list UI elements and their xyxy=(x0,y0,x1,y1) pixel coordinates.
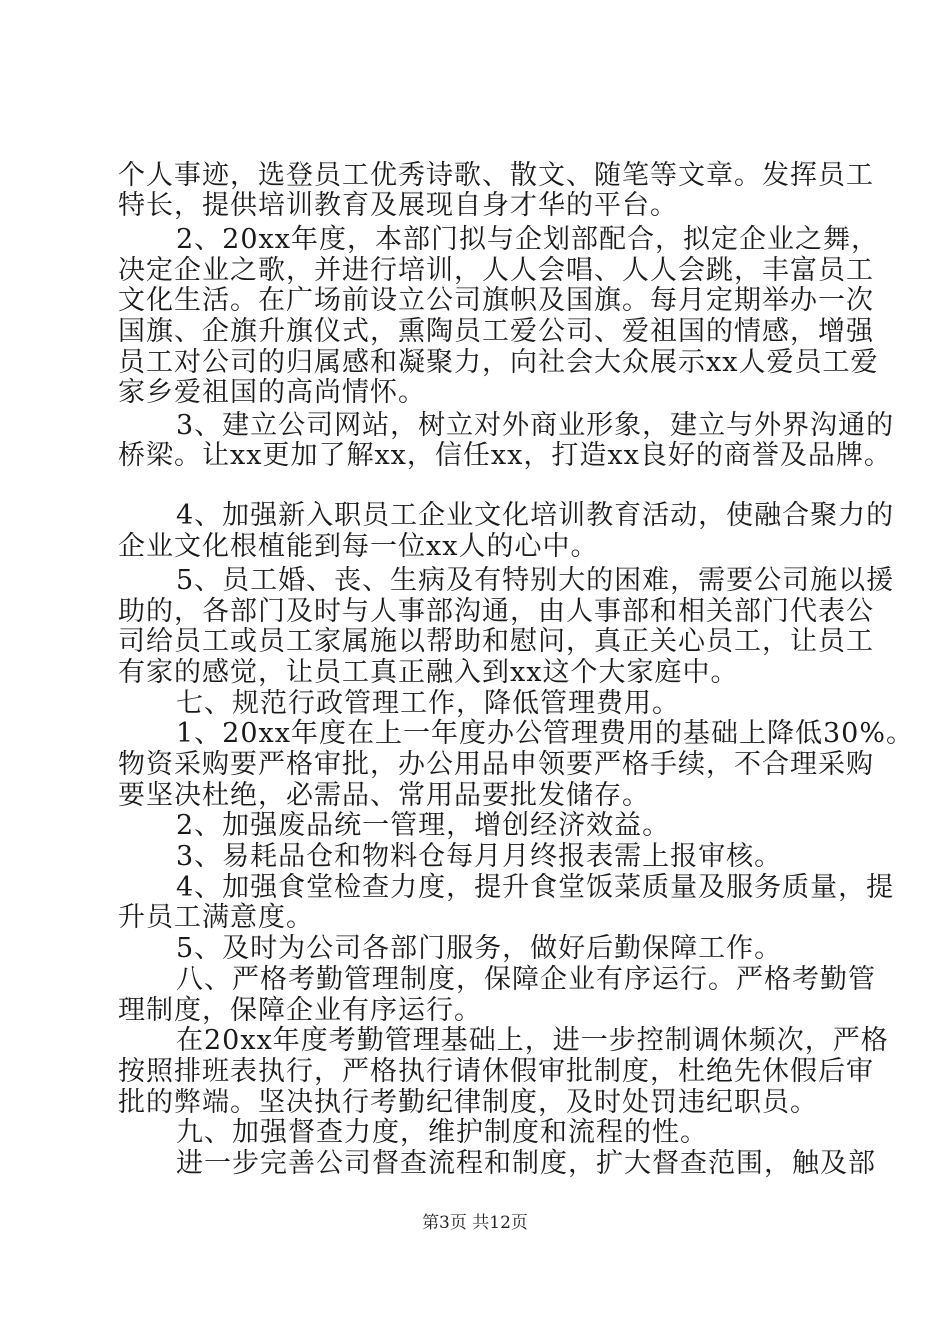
text-line: 桥梁。让xx更加了解xx，信任xx，打造xx良好的商誉及品牌。 xyxy=(118,440,892,471)
text-line: 助的，各部门及时与人事部沟通，由人事部和相关部门代表公 xyxy=(118,596,874,627)
section-heading: 七、规范行政管理工作，降低管理费用。 xyxy=(176,688,680,719)
section-heading: 八、严格考勤管理制度，保障企业有序运行。严格考勤管 xyxy=(176,964,876,995)
text-line: 文化生活。在广场前设立公司旗帜及国旗。每月定期举办一次 xyxy=(118,285,874,316)
text-line: 决定企业之歌，并进行培训，人人会唱、人人会跳，丰富员工 xyxy=(118,255,874,286)
text-line: 国旗、企旗升旗仪式，熏陶员工爱公司、爱祖国的情感，增强 xyxy=(118,316,874,347)
text-line: 进一步完善公司督查流程和制度，扩大督查范围，触及部 xyxy=(176,1148,876,1179)
text-line: 特长，提供培训教育及展现自身才华的平台。 xyxy=(118,190,678,221)
text-line: 家乡爱祖国的高尚情怀。 xyxy=(118,377,426,408)
text-line: 3、建立公司网站，树立对外商业形象，建立与外界沟通的 xyxy=(176,410,895,441)
text-line: 5、员工婚、丧、生病及有特别大的困难，需要公司施以援 xyxy=(176,565,895,596)
text-line: 2、20xx年度，本部门拟与企划部配合，拟定企业之舞， xyxy=(176,224,879,255)
text-line: 理制度，保障企业有序运行。 xyxy=(118,995,482,1026)
text-line: 1、20xx年度在上一年度办公管理费用的基础上降低30%。 xyxy=(176,718,914,749)
text-line: 5、及时为公司各部门服务，做好后勤保障工作。 xyxy=(176,933,783,964)
text-line: 要坚决杜绝，必需品、常用品要批发储存。 xyxy=(118,780,650,811)
section-heading: 九、加强督查力度，维护制度和流程的性。 xyxy=(176,1117,708,1148)
text-line: 员工对公司的归属感和凝聚力，向社会大众展示xx人爱员工爱 xyxy=(118,347,879,378)
text-line: 4、加强新入职员工企业文化培训教育活动，使融合聚力的 xyxy=(176,500,895,531)
text-line: 物资采购要严格审批，办公用品申领要严格手续，不合理采购 xyxy=(118,749,874,780)
text-line: 升员工满意度。 xyxy=(118,902,314,933)
text-line: 3、易耗品仓和物料仓每月月终报表需上报审核。 xyxy=(176,841,783,872)
text-line: 批的弊端。坚决执行考勤纪律制度，及时处罚违纪职员。 xyxy=(118,1087,818,1118)
text-line: 司给员工或员工家属施以帮助和慰问，真正关心员工，让员工 xyxy=(118,626,874,657)
text-line: 个人事迹，选登员工优秀诗歌、散文、随笔等文章。发挥员工 xyxy=(118,160,874,191)
text-line: 2、加强废品统一管理，增创经济效益。 xyxy=(176,810,671,841)
text-line: 有家的感觉，让员工真正融入到xx这个大家庭中。 xyxy=(118,657,739,688)
page-footer: 第3页 共12页 xyxy=(422,1213,528,1233)
text-line: 4、加强食堂检查力度，提升食堂饭菜质量及服务质量，提 xyxy=(176,872,895,903)
text-line: 在20xx年度考勤管理基础上，进一步控制调休频次，严格 xyxy=(176,1025,889,1056)
text-line: 企业文化根植能到每一位xx人的心中。 xyxy=(118,531,599,562)
text-line: 按照排班表执行，严格执行请休假审批制度，杜绝先休假后审 xyxy=(118,1056,874,1087)
